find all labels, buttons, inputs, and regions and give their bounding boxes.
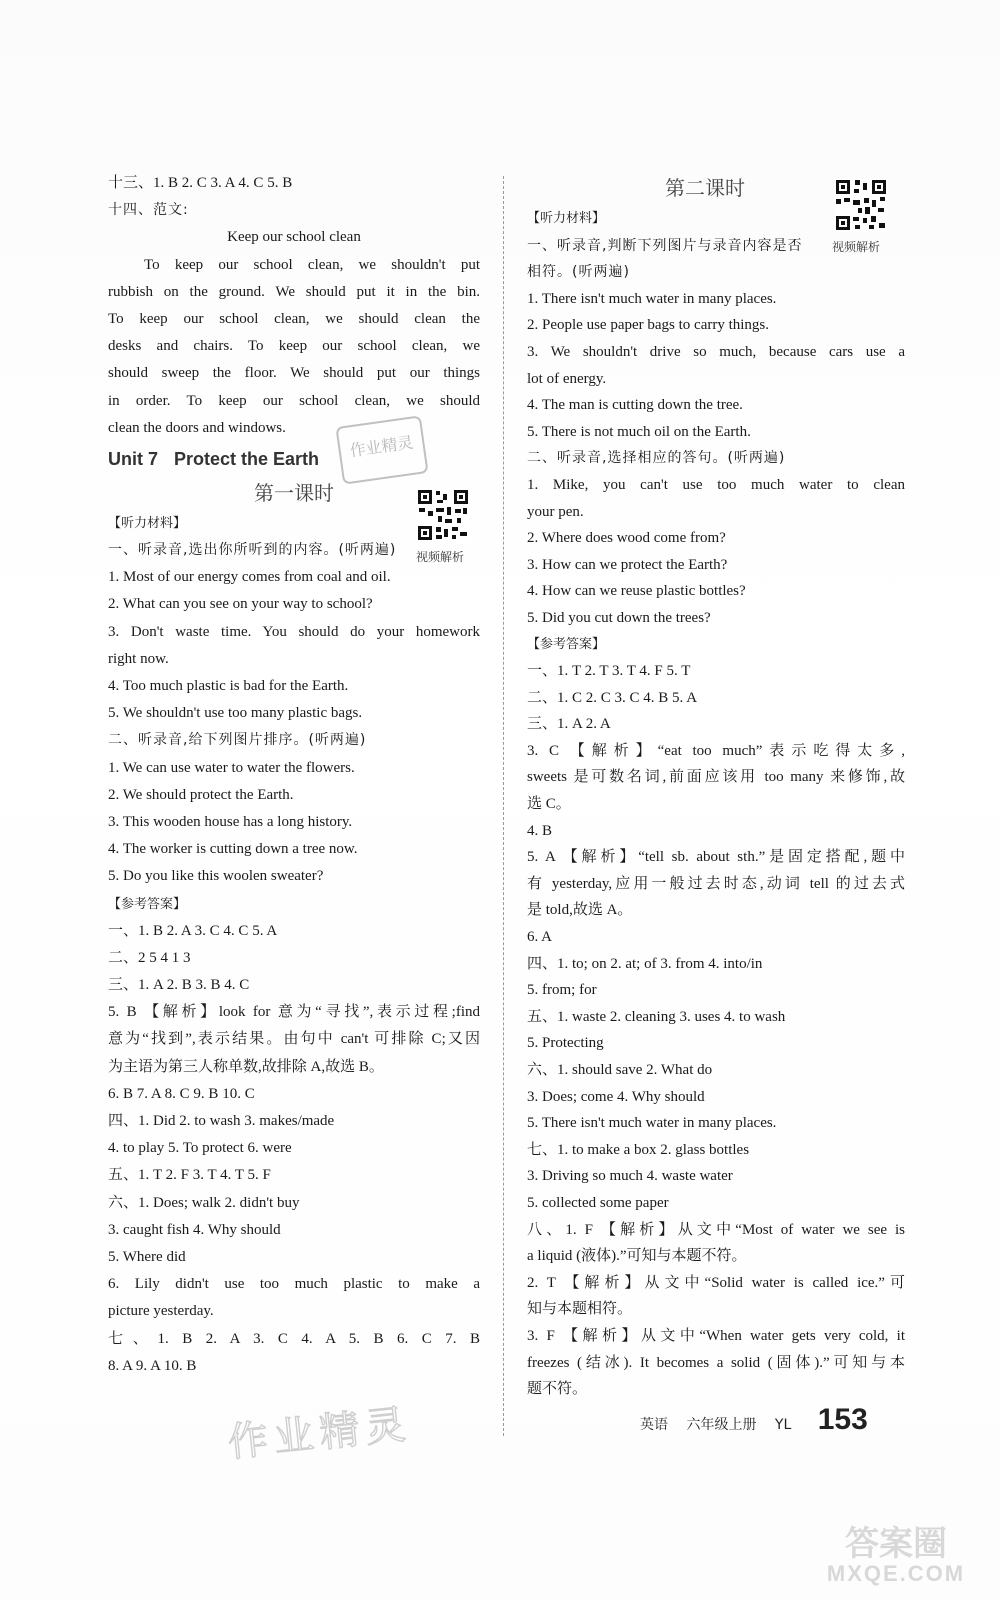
essay-line: in order. To keep our school clean, we should	[108, 392, 480, 409]
qr-caption: 视频解析	[416, 550, 465, 564]
script-line: 1. Most of our energy comes from coal and oil.	[108, 569, 391, 586]
answer-line: 二、1. C 2. C 3. C 4. B 5. A	[527, 689, 698, 706]
exercise-heading: 一、听录音,选出你所听到的内容。(听两遍)	[108, 542, 397, 559]
footer-grade: 六年级上册	[686, 1417, 757, 1433]
answer-line: 3. Does; come 4. Why should	[527, 1088, 705, 1105]
essay-line: desks and chairs. To keep our school clean, we	[108, 338, 480, 355]
answer-line: 为主语为第三人称单数,故排除 A,故选 B。	[108, 1058, 384, 1075]
script-line: 4. Too much plastic is bad for the Earth.	[108, 678, 349, 694]
exercise-heading: 二、听录音,选择相应的答句。(听两遍)	[527, 450, 786, 467]
listening-tag: 【听力材料】	[527, 211, 606, 226]
footer-edition: YL	[774, 1417, 792, 1433]
answer-line: 有 yesterday,应用一般过去时态,动词 tell 的过去式	[527, 875, 905, 892]
answer-line: 3. caught fish 4. Why should	[108, 1221, 281, 1238]
answer-line: a liquid (液体).”可知与本题不符。	[527, 1248, 747, 1265]
script-line: 4. The man is cutting down the tree.	[527, 397, 743, 414]
answer-line: 七、1. B 2. A 3. C 4. A 5. B 6. C 7. B	[108, 1330, 480, 1347]
answer-line: 六、1. Does; walk 2. didn't buy	[108, 1194, 300, 1211]
exercise-heading: 相符。(听两遍)	[527, 264, 630, 281]
unit-name: Protect the Earth	[174, 448, 320, 469]
page-number: 153	[817, 1403, 868, 1436]
qr-code-icon[interactable]	[834, 178, 888, 232]
answer-line: 5. collected some paper	[527, 1194, 669, 1211]
answer-line: 5. There isn't much water in many places.	[527, 1115, 777, 1132]
script-line: your pen.	[527, 503, 584, 520]
answer-line: 五、1. T 2. F 3. T 4. T 5. F	[108, 1167, 271, 1184]
answer-line: 四、1. to; on 2. at; of 3. from 4. into/in	[527, 955, 763, 972]
script-line: 5. We shouldn't use too many plastic bags.	[108, 705, 363, 722]
section-heading: 十四、范文:	[108, 202, 189, 219]
essay-line: To keep our school clean, we shouldn't put	[144, 256, 480, 273]
exercise-heading: 一、听录音,判断下列图片与录音内容是否	[527, 237, 803, 254]
script-line: 2. We should protect the Earth.	[108, 786, 294, 803]
qr-code-icon[interactable]	[416, 488, 470, 542]
answer-line: 3. C 【解析】“eat too much”表示吃得太多,	[527, 742, 905, 759]
answer-line: 八、1. F 【解析】从文中“Most of water we see is	[527, 1221, 905, 1238]
answer-line: 5. Where did	[108, 1248, 186, 1265]
answer-line: 选 C。	[527, 796, 571, 813]
answer-line: 8. A 9. A 10. B	[108, 1357, 197, 1374]
answer-line: 6. Lily didn't use too much plastic to make a	[108, 1276, 480, 1293]
script-line: 2. Where does wood come from?	[527, 530, 726, 547]
answer-line: 2. T 【解析】从文中“Solid water is called ice.”可	[527, 1274, 905, 1291]
answer-tag: 【参考答案】	[108, 896, 187, 912]
script-line: 3. This wooden house has a long history.	[108, 813, 353, 830]
svg-text:作业精灵: 作业精灵	[348, 432, 415, 461]
essay-line: rubbish on the ground. We should put it in the bin.	[108, 283, 480, 300]
answer-line: 4. to play 5. To protect 6. were	[108, 1140, 292, 1157]
site-logo	[806, 1517, 986, 1592]
lesson-title: 第一课时	[254, 480, 334, 505]
answer-line: freezes (结冰). It becomes a solid (固体).”可知与本	[527, 1354, 905, 1371]
answer-line: 十三、1. B 2. C 3. A 4. C 5. B	[108, 175, 293, 191]
essay-line: clean the doors and windows.	[108, 419, 286, 436]
answer-line: 一、1. T 2. T 3. T 4. F 5. T	[527, 663, 691, 680]
answer-line: 三、1. A 2. B 3. B 4. C	[108, 977, 250, 994]
script-line: 4. The worker is cutting down a tree now.	[108, 841, 358, 858]
script-line: 5. There is not much oil on the Earth.	[527, 423, 751, 440]
script-line: 3. We shouldn't drive so much, because cars use a	[527, 343, 905, 360]
script-line: 2. People use paper bags to carry things.	[527, 317, 770, 334]
watermark-stamp	[332, 412, 432, 488]
script-line: 1. Mike, you can't use too much water to clean	[527, 476, 905, 493]
listening-tag: 【听力材料】	[108, 515, 187, 531]
script-line: 1. We can use water to water the flowers.	[108, 759, 355, 776]
answer-line: 二、2 5 4 1 3	[108, 949, 191, 966]
answer-line: 知与本题相符。	[527, 1301, 633, 1318]
essay-line: should sweep the floor. We should put our things	[108, 365, 480, 382]
lesson-title: 第二课时	[665, 176, 745, 200]
answer-line: 意为“找到”,表示结果。由句中 can't 可排除 C;又因	[108, 1031, 480, 1048]
answer-line: 6. A	[527, 929, 553, 946]
answer-line: 5. Protecting	[527, 1035, 604, 1052]
answer-line: 4. B	[527, 822, 553, 839]
svg-text:MXQE.COM: MXQE.COM	[826, 1561, 966, 1586]
page-footer	[640, 1398, 882, 1442]
answer-line: 七、1. to make a box 2. glass bottles	[527, 1141, 750, 1158]
svg-text:作业精灵: 作业精灵	[225, 1401, 414, 1467]
qr-caption: 视频解析	[832, 240, 881, 254]
left-column	[108, 170, 480, 1380]
answer-line: 3. F 【解析】从文中“When water gets very cold, it	[527, 1327, 905, 1344]
unit-number: Unit 7	[108, 448, 159, 469]
answer-tag: 【参考答案】	[527, 636, 606, 652]
script-line: 5. Did you cut down the trees?	[527, 609, 711, 626]
svg-text:答案圈: 答案圈	[845, 1524, 947, 1564]
script-line: 3. How can we protect the Earth?	[527, 556, 728, 573]
footer-subject: 英语	[640, 1417, 668, 1433]
script-line: 5. Do you like this woolen sweater?	[108, 868, 324, 885]
answer-line: sweets 是可数名词,前面应该用 too many 来修饰,故	[527, 769, 905, 786]
answer-line: 6. B 7. A 8. C 9. B 10. C	[108, 1085, 255, 1102]
answer-line: 五、1. waste 2. cleaning 3. uses 4. to wash	[527, 1008, 786, 1025]
answer-line: 四、1. Did 2. to wash 3. makes/made	[108, 1113, 335, 1129]
answer-line: 题不符。	[527, 1381, 588, 1398]
right-column	[527, 170, 905, 1403]
answer-line: 5. from; for	[527, 982, 597, 999]
essay-line: To keep our school clean, we should clean the	[108, 310, 480, 327]
answer-line: 是 told,故选 A。	[527, 902, 633, 919]
script-line: 3. Don't waste time. You should do your homework	[108, 623, 480, 640]
script-line: 1. There isn't much water in many places.	[527, 290, 777, 307]
essay-title: Keep our school clean	[227, 229, 361, 246]
script-line: 2. What can you see on your way to school?	[108, 596, 373, 613]
answer-line: 一、1. B 2. A 3. C 4. C 5. A	[108, 922, 278, 939]
script-line: 4. How can we reuse plastic bottles?	[527, 583, 746, 600]
answer-line: 3. Driving so much 4. waste water	[527, 1168, 733, 1185]
answer-line: 六、1. should save 2. What do	[527, 1062, 713, 1078]
script-line: lot of energy.	[527, 370, 607, 387]
answer-line: 5. A 【解析】“tell sb. about sth.”是固定搭配,题中	[527, 849, 905, 866]
exercise-heading: 二、听录音,给下列图片排序。(听两遍)	[108, 732, 367, 749]
answer-line: picture yesterday.	[108, 1303, 214, 1320]
script-line: right now.	[108, 650, 169, 667]
column-divider	[503, 176, 504, 1436]
answer-line: 5. B 【解析】look for 意为“寻找”,表示过程;find	[108, 1004, 480, 1021]
answer-line: 三、1. A 2. A	[527, 716, 611, 733]
